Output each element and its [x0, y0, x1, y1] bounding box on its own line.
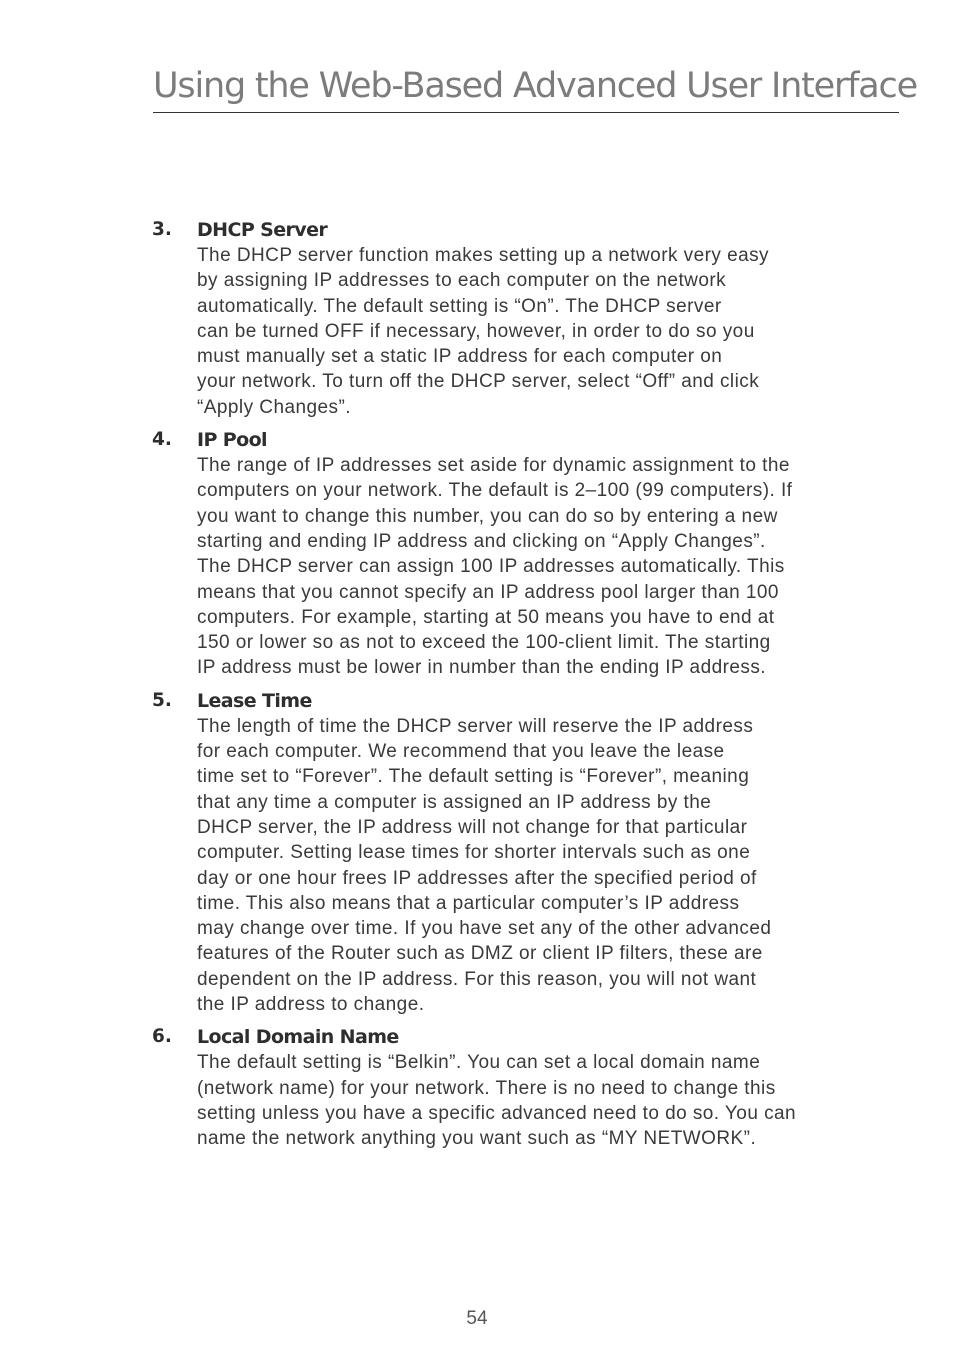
section-heading: Lease Time [197, 689, 312, 712]
section-lease-time [152, 688, 872, 1018]
body-line: computers on your network. The default is 2–100 (99 computers). If [197, 480, 793, 502]
body-line: must manually set a static IP address for each computer on [197, 346, 723, 368]
body-line: (network name) for your network. There is no need to change this [197, 1077, 776, 1099]
body-line: 150 or lower so as not to exceed the 100-client limit. The starting [197, 632, 771, 654]
body-line: the IP address to change. [197, 994, 425, 1016]
section-number: 4. [152, 429, 172, 451]
body-line: “Apply Changes”. [197, 396, 351, 418]
body-line: you want to change this number, you can do so by entering a new [197, 505, 778, 527]
body-line: computers. For example, starting at 50 means you have to end at [197, 606, 775, 628]
body-line: starting and ending IP address and clicking on “Apply Changes”. [197, 530, 766, 552]
page-title: Using the Web-Based Advanced User Interface [153, 66, 917, 106]
body-line: The DHCP server function makes setting up a network very easy [197, 245, 770, 266]
body-line: name the network anything you want such as “MY NETWORK”. [197, 1128, 757, 1150]
body-line: automatically. The default setting is “On”. The DHCP server [197, 295, 722, 317]
body-line: setting unless you have a specific advanced need to do so. You can [197, 1102, 797, 1124]
body-line: dependent on the IP address. For this reason, you will not want [197, 968, 757, 990]
section-number: 5. [152, 689, 172, 711]
section-heading: Local Domain Name [197, 1026, 399, 1049]
section-heading: IP Pool [197, 429, 267, 452]
section-local-domain-name [152, 1024, 872, 1151]
body-line: can be turned OFF if necessary, however, in order to do so you [197, 320, 755, 342]
body-line: DHCP server, the IP address will not change for that particular [197, 816, 748, 838]
section-body [197, 453, 872, 681]
body-line: for each computer. We recommend that you leave the lease [197, 741, 725, 763]
body-line: features of the Router such as DMZ or client IP filters, these are [197, 943, 763, 965]
section-body [197, 1050, 872, 1151]
body-line: your network. To turn off the DHCP server, select “Off” and click [197, 371, 760, 393]
body-line: by assigning IP addresses to each computer on the network [197, 270, 727, 292]
body-line: The range of IP addresses set aside for dynamic assignment to the [197, 455, 790, 477]
body-line: time set to “Forever”. The default setting is “Forever”, meaning [197, 766, 750, 788]
section-body [197, 714, 872, 1018]
body-line: IP address must be lower in number than the ending IP address. [197, 657, 767, 679]
body-line: day or one hour frees IP addresses after the specified period of [197, 867, 757, 889]
body-line: The default setting is “Belkin”. You can set a local domain name [197, 1052, 761, 1074]
body-line: time. This also means that a particular computer’s IP address [197, 892, 740, 914]
body-line: means that you cannot specify an IP address pool larger than 100 [197, 581, 779, 603]
body-line: that any time a computer is assigned an IP address by the [197, 791, 712, 813]
section-ip-pool [152, 427, 872, 681]
section-number: 3. [152, 219, 172, 240]
section-list [152, 217, 872, 1159]
section-heading: DHCP Server [197, 219, 328, 241]
body-line: computer. Setting lease times for shorter intervals such as one [197, 842, 751, 864]
page-number: 54 [466, 1308, 488, 1329]
title-divider [153, 112, 899, 113]
section-number: 6. [152, 1026, 172, 1048]
section-dhcp-server [152, 217, 872, 420]
body-line: may change over time. If you have set any of the other advanced [197, 918, 772, 940]
section-body [197, 243, 872, 420]
body-line: The length of time the DHCP server will reserve the IP address [197, 715, 754, 737]
body-line: The DHCP server can assign 100 IP addresses automatically. This [197, 556, 785, 578]
